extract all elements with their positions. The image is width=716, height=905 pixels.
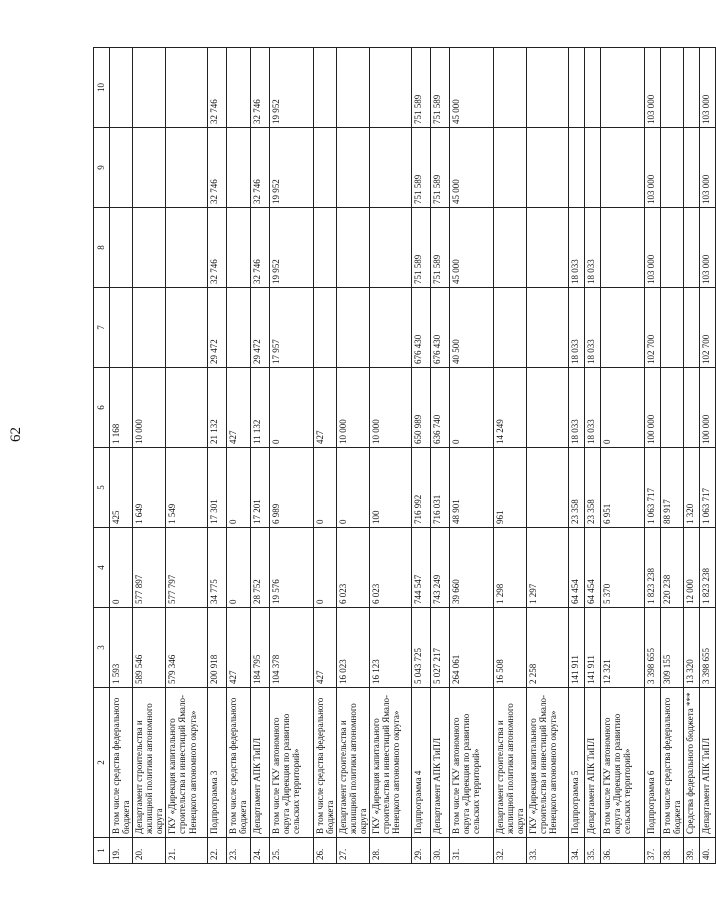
value-cell: 264 061 (449, 608, 493, 688)
value-cell (601, 128, 645, 208)
value-cell (527, 448, 569, 528)
value-cell: 5 027 217 (430, 608, 449, 688)
table-row (208, 48, 227, 864)
value-cell (601, 208, 645, 288)
value-cell (569, 128, 585, 208)
value-cell: 102 700 (700, 288, 716, 368)
value-cell: 427 (227, 608, 250, 688)
value-cell (313, 288, 336, 368)
row-number: 26. (313, 838, 336, 864)
value-cell: 579 346 (166, 608, 208, 688)
value-cell: 0 (227, 448, 250, 528)
value-cell: 19 952 (269, 208, 313, 288)
value-cell: 14 249 (493, 368, 526, 448)
table-row (493, 48, 526, 864)
value-cell: 19 576 (269, 528, 313, 608)
column-header: 7 (94, 288, 110, 368)
value-cell: 751 589 (430, 48, 449, 128)
value-cell (110, 208, 133, 288)
rotated-table-container (93, 48, 712, 864)
value-cell (166, 128, 208, 208)
value-cell: 1 063 717 (645, 448, 661, 528)
value-cell (313, 48, 336, 128)
table-row (700, 48, 716, 864)
value-cell: 961 (493, 448, 526, 528)
value-cell: 636 740 (430, 368, 449, 448)
table-row (250, 48, 269, 864)
value-cell (661, 208, 684, 288)
value-cell: 1 823 238 (700, 528, 716, 608)
table-row (166, 48, 208, 864)
value-cell: 19 952 (269, 128, 313, 208)
value-cell (601, 48, 645, 128)
table-row (133, 48, 166, 864)
value-cell (585, 48, 601, 128)
value-cell (166, 48, 208, 128)
value-cell: 3 398 655 (645, 608, 661, 688)
row-number: 28. (369, 838, 411, 864)
value-cell (133, 48, 166, 128)
value-cell: 39 660 (449, 528, 493, 608)
column-header: 9 (94, 128, 110, 208)
value-cell: 751 589 (411, 48, 430, 128)
value-cell: 577 897 (133, 528, 166, 608)
value-cell: 16 123 (369, 608, 411, 688)
row-number: 33. (527, 838, 569, 864)
row-name: Департамент АПК ТиПЛ (430, 688, 449, 838)
value-cell: 34 775 (208, 528, 227, 608)
value-cell (133, 128, 166, 208)
value-cell (110, 288, 133, 368)
value-cell: 10 000 (133, 368, 166, 448)
value-cell: 100 (369, 448, 411, 528)
value-cell: 88 917 (661, 448, 684, 528)
value-cell: 28 752 (250, 528, 269, 608)
value-cell: 23 358 (585, 448, 601, 528)
table-row (585, 48, 601, 864)
table-row (569, 48, 585, 864)
row-name: В том числе средства федерального бюджета (661, 688, 684, 838)
value-cell: 309 155 (661, 608, 684, 688)
row-number: 23. (227, 838, 250, 864)
value-cell: 18 033 (569, 368, 585, 448)
row-number: 37. (645, 838, 661, 864)
value-cell: 29 472 (208, 288, 227, 368)
value-cell (661, 288, 684, 368)
row-name: Департамент строительства и жилищной политики автономного округа (133, 688, 166, 838)
value-cell (336, 48, 369, 128)
row-number: 36. (601, 838, 645, 864)
table-row (601, 48, 645, 864)
value-cell: 200 918 (208, 608, 227, 688)
value-cell: 18 033 (569, 208, 585, 288)
value-cell: 0 (269, 368, 313, 448)
value-cell (601, 288, 645, 368)
row-name: ГКУ «Дирекция капитального строительства и инвестиций Ямало-Ненецкого автономного округа» (369, 688, 411, 838)
value-cell: 184 795 (250, 608, 269, 688)
value-cell: 751 589 (411, 208, 430, 288)
value-cell (227, 288, 250, 368)
value-cell: 751 589 (430, 128, 449, 208)
value-cell (684, 128, 700, 208)
row-name: Подпрограмма 5 (569, 688, 585, 838)
value-cell (369, 288, 411, 368)
value-cell: 103 000 (700, 48, 716, 128)
column-header: 6 (94, 368, 110, 448)
table-row (269, 48, 313, 864)
row-name: Подпрограмма 4 (411, 688, 430, 838)
value-cell: 18 033 (569, 288, 585, 368)
value-cell: 6 989 (269, 448, 313, 528)
row-number: 22. (208, 838, 227, 864)
value-cell: 650 989 (411, 368, 430, 448)
value-cell: 32 746 (250, 48, 269, 128)
value-cell: 32 746 (208, 48, 227, 128)
table-row (449, 48, 493, 864)
value-cell (527, 48, 569, 128)
row-name: В том числе средства федерального бюджета (313, 688, 336, 838)
value-cell (684, 208, 700, 288)
row-number: 25. (269, 838, 313, 864)
value-cell: 103 000 (645, 128, 661, 208)
value-cell (369, 208, 411, 288)
value-cell: 32 746 (208, 208, 227, 288)
row-name: В том числе ГКУ автономного округа «Дирекция по развитию сельских территорий» (449, 688, 493, 838)
row-number: 31. (449, 838, 493, 864)
value-cell: 1 649 (133, 448, 166, 528)
column-header: 4 (94, 528, 110, 608)
value-cell: 10 000 (369, 368, 411, 448)
value-cell: 743 249 (430, 528, 449, 608)
value-cell: 45 000 (449, 48, 493, 128)
value-cell: 1 298 (493, 528, 526, 608)
table-row (313, 48, 336, 864)
value-cell (313, 128, 336, 208)
value-cell (369, 48, 411, 128)
value-cell: 17 201 (250, 448, 269, 528)
value-cell (336, 208, 369, 288)
value-cell (661, 128, 684, 208)
value-cell: 48 901 (449, 448, 493, 528)
value-cell (166, 368, 208, 448)
value-cell: 32 746 (250, 208, 269, 288)
row-name: В том числе средства федерального бюджета (110, 688, 133, 838)
page-number: 62 (8, 427, 24, 442)
column-header: 8 (94, 208, 110, 288)
value-cell: 141 911 (585, 608, 601, 688)
value-cell: 589 546 (133, 608, 166, 688)
row-name: Департамент АПК ТиПЛ (585, 688, 601, 838)
value-cell (313, 208, 336, 288)
value-cell (336, 288, 369, 368)
value-cell: 40 500 (449, 288, 493, 368)
value-cell: 716 031 (430, 448, 449, 528)
value-cell: 12 321 (601, 608, 645, 688)
value-cell: 16 023 (336, 608, 369, 688)
value-cell: 0 (313, 528, 336, 608)
table-row (411, 48, 430, 864)
row-name: ГКУ «Дирекция капитального строительства и инвестиций Ямало-Ненецкого автономного округа» (527, 688, 569, 838)
value-cell: 18 033 (585, 208, 601, 288)
value-cell: 716 992 (411, 448, 430, 528)
table-row (527, 48, 569, 864)
value-cell: 18 033 (585, 288, 601, 368)
value-cell (227, 128, 250, 208)
value-cell: 0 (110, 528, 133, 608)
value-cell: 12 000 (684, 528, 700, 608)
value-cell: 17 957 (269, 288, 313, 368)
row-name: Подпрограмма 6 (645, 688, 661, 838)
table-row (227, 48, 250, 864)
budget-table (93, 47, 716, 864)
value-cell: 10 000 (336, 368, 369, 448)
value-cell (110, 128, 133, 208)
table-header-row (94, 48, 110, 864)
value-cell: 2 258 (527, 608, 569, 688)
value-cell: 676 430 (430, 288, 449, 368)
row-number: 38. (661, 838, 684, 864)
value-cell (133, 208, 166, 288)
value-cell: 45 000 (449, 128, 493, 208)
value-cell: 104 378 (269, 608, 313, 688)
value-cell: 32 746 (208, 128, 227, 208)
value-cell: 220 238 (661, 528, 684, 608)
value-cell: 17 301 (208, 448, 227, 528)
value-cell (493, 48, 526, 128)
value-cell (684, 368, 700, 448)
value-cell: 29 472 (250, 288, 269, 368)
value-cell: 0 (336, 448, 369, 528)
value-cell (336, 128, 369, 208)
value-cell: 6 023 (369, 528, 411, 608)
column-header: 5 (94, 448, 110, 528)
value-cell (527, 288, 569, 368)
value-cell: 13 320 (684, 608, 700, 688)
row-number: 39. (684, 838, 700, 864)
row-name: Департамент АПК ТиПЛ (250, 688, 269, 838)
value-cell: 427 (227, 368, 250, 448)
value-cell: 5 043 725 (411, 608, 430, 688)
row-number: 19. (110, 838, 133, 864)
value-cell: 18 033 (585, 368, 601, 448)
value-cell: 427 (313, 608, 336, 688)
value-cell: 751 589 (411, 128, 430, 208)
value-cell: 103 000 (700, 128, 716, 208)
column-header: 3 (94, 608, 110, 688)
table-row (684, 48, 700, 864)
value-cell: 32 746 (250, 128, 269, 208)
row-number: 35. (585, 838, 601, 864)
value-cell (684, 48, 700, 128)
value-cell: 0 (227, 528, 250, 608)
row-number: 20. (133, 838, 166, 864)
column-header: 10 (94, 48, 110, 128)
value-cell: 3 398 655 (700, 608, 716, 688)
table-row (369, 48, 411, 864)
value-cell: 1 168 (110, 368, 133, 448)
value-cell: 141 911 (569, 608, 585, 688)
row-name: Департамент строительства и жилищной политики автономного округа (493, 688, 526, 838)
row-name: В том числе ГКУ автономного округа «Дирекция по развитию сельских территорий» (269, 688, 313, 838)
table-row (336, 48, 369, 864)
value-cell (369, 128, 411, 208)
value-cell: 1 549 (166, 448, 208, 528)
table-row (430, 48, 449, 864)
value-cell (110, 48, 133, 128)
column-header: 2 (94, 688, 110, 838)
value-cell: 577 797 (166, 528, 208, 608)
table-body (94, 48, 716, 864)
row-name: Департамент строительства и жилищной политики автономного округа (336, 688, 369, 838)
value-cell: 5 370 (601, 528, 645, 608)
value-cell: 102 700 (645, 288, 661, 368)
value-cell (527, 128, 569, 208)
value-cell: 1 593 (110, 608, 133, 688)
row-number: 34. (569, 838, 585, 864)
value-cell: 6 951 (601, 448, 645, 528)
column-header: 1 (94, 838, 110, 864)
value-cell (227, 48, 250, 128)
row-number: 21. (166, 838, 208, 864)
value-cell: 103 000 (645, 208, 661, 288)
value-cell (661, 48, 684, 128)
value-cell: 23 358 (569, 448, 585, 528)
value-cell: 100 000 (700, 368, 716, 448)
table-row (661, 48, 684, 864)
row-name: В том числе ГКУ автономного округа «Дирекция по развитию сельских территорий» (601, 688, 645, 838)
value-cell: 11 132 (250, 368, 269, 448)
value-cell (569, 48, 585, 128)
table-row (110, 48, 133, 864)
value-cell (166, 288, 208, 368)
value-cell: 427 (313, 368, 336, 448)
value-cell: 16 508 (493, 608, 526, 688)
value-cell: 1 297 (527, 528, 569, 608)
value-cell: 751 589 (430, 208, 449, 288)
value-cell: 103 000 (645, 48, 661, 128)
value-cell (133, 288, 166, 368)
value-cell: 100 000 (645, 368, 661, 448)
row-number: 27. (336, 838, 369, 864)
table-row (645, 48, 661, 864)
value-cell: 64 454 (585, 528, 601, 608)
value-cell (585, 128, 601, 208)
row-number: 24. (250, 838, 269, 864)
value-cell: 425 (110, 448, 133, 528)
value-cell: 1 823 238 (645, 528, 661, 608)
row-name: В том числе средства федерального бюджета (227, 688, 250, 838)
value-cell (227, 208, 250, 288)
row-number: 30. (430, 838, 449, 864)
row-number: 29. (411, 838, 430, 864)
value-cell: 744 547 (411, 528, 430, 608)
value-cell (166, 208, 208, 288)
value-cell: 1 063 717 (700, 448, 716, 528)
row-name: ГКУ «Дирекция капитального строительства и инвестиций Ямало-Ненецкого автономного округа» (166, 688, 208, 838)
row-name: Департамент АПК ТиПЛ (700, 688, 716, 838)
value-cell: 103 000 (700, 208, 716, 288)
row-name: Средства федерального бюджета *** (684, 688, 700, 838)
value-cell: 21 132 (208, 368, 227, 448)
row-number: 32. (493, 838, 526, 864)
value-cell: 64 454 (569, 528, 585, 608)
row-number: 40. (700, 838, 716, 864)
value-cell (684, 288, 700, 368)
value-cell (527, 208, 569, 288)
value-cell: 0 (313, 448, 336, 528)
value-cell (493, 128, 526, 208)
value-cell: 1 320 (684, 448, 700, 528)
value-cell (661, 368, 684, 448)
value-cell: 676 430 (411, 288, 430, 368)
value-cell: 0 (601, 368, 645, 448)
value-cell (527, 368, 569, 448)
value-cell: 45 000 (449, 208, 493, 288)
value-cell: 6 023 (336, 528, 369, 608)
value-cell (493, 288, 526, 368)
row-name: Подпрограмма 3 (208, 688, 227, 838)
value-cell (493, 208, 526, 288)
value-cell: 19 952 (269, 48, 313, 128)
value-cell: 0 (449, 368, 493, 448)
